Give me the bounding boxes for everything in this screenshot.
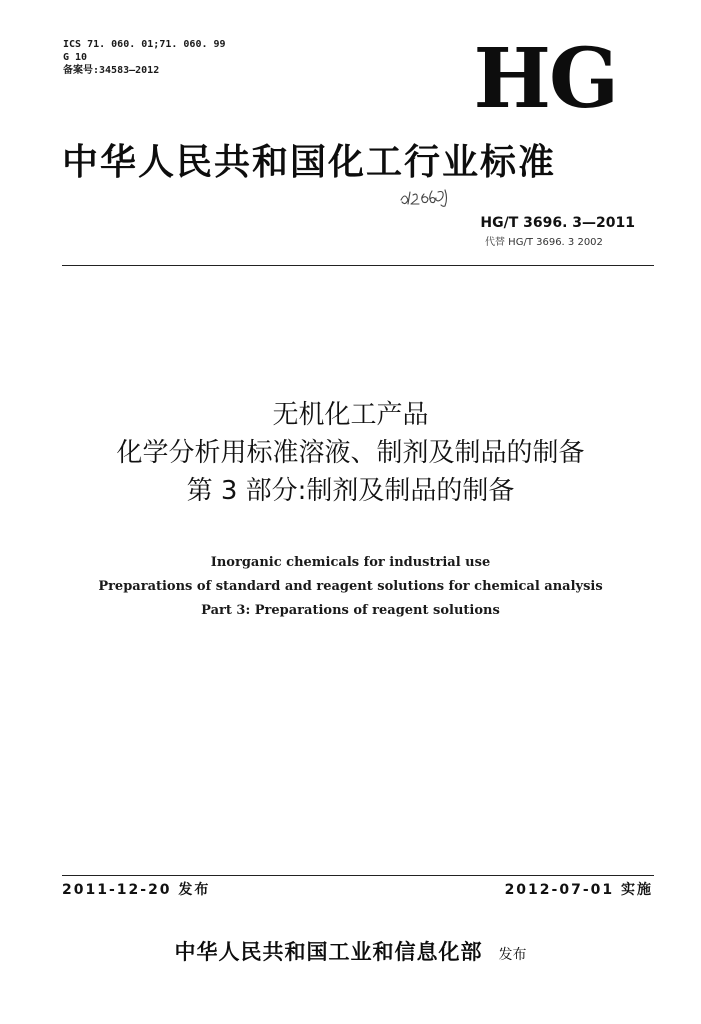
english-title (0, 551, 701, 623)
classification-code: G 10 (63, 52, 88, 63)
implementation-date: 2012-07-01 实施 (504, 882, 653, 898)
ics-code: ICS 71. 060. 01;71. 060. 99 (63, 39, 226, 50)
chinese-title-line-1: 无机化工产品 (272, 400, 429, 430)
replaces-standard: 代替 HG/T 3696. 3 2002 (485, 237, 603, 248)
issue-date: 2011-12-20 发布 (62, 882, 211, 898)
record-number: 备案号:34583—2012 (63, 65, 160, 76)
chinese-title-line-3: 第 3 部分:制剂及制品的制备 (186, 476, 515, 506)
standard-number: HG/T 3696. 3—2011 (480, 215, 635, 231)
publisher (0, 938, 701, 969)
hg-logo: HG (473, 31, 617, 127)
header-meta (63, 38, 226, 77)
chinese-title (0, 396, 701, 510)
chinese-title-line-2: 化学分析用标准溶液、制剂及制品的制备 (116, 438, 585, 468)
english-title-line-2: Preparations of standard and reagent solutions for chemical analysis (98, 579, 603, 594)
top-divider (62, 265, 654, 266)
bottom-divider (62, 875, 654, 876)
standard-type-title: 中华人民共和国化工行业标准 (62, 141, 557, 183)
publisher-suffix: 发布 (498, 947, 527, 963)
publisher-name: 中华人民共和国工业和信息化部 (174, 939, 483, 964)
english-title-line-1: Inorganic chemicals for industrial use (210, 555, 491, 570)
english-title-line-3: Part 3: Preparations of reagent solutions (201, 603, 500, 618)
handwritten-note (398, 186, 452, 210)
